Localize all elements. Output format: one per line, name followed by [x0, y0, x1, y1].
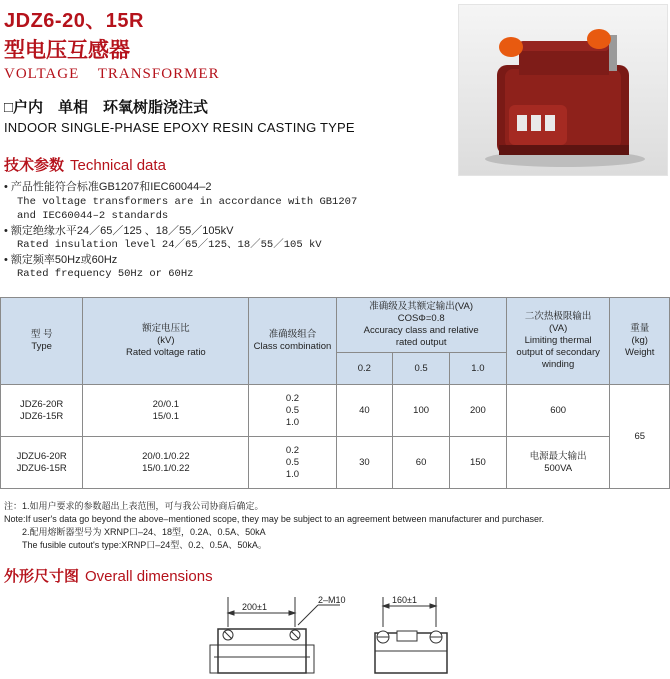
list-item-cn: • 额定频率50Hz或60Hz: [4, 253, 118, 266]
limit-line: 500VA: [544, 462, 573, 474]
cell-type: [1, 385, 83, 437]
dim-m10-label: 2–M10: [318, 595, 346, 605]
header-limit-en: winding: [542, 359, 575, 370]
header-limit-en: output of secondary: [516, 347, 600, 358]
header-limit: [506, 298, 610, 385]
spec-table: [0, 297, 670, 489]
ratio-line: 20/0.1/0.22: [142, 450, 190, 462]
cell-comb: [249, 437, 336, 489]
header-class-comb-en: Class combination: [253, 341, 332, 352]
cell-acc: 150: [450, 437, 507, 489]
product-name-en: VOLTAGE TRANSFORMER: [4, 66, 220, 82]
comb-line: 0.5: [285, 456, 300, 468]
technical-data-list: [4, 180, 357, 282]
cell-acc: 30: [336, 437, 393, 489]
dimension-drawing: [150, 593, 530, 679]
ratio-line: 15/0.1: [152, 410, 180, 422]
comb-line: 1.0: [285, 468, 300, 480]
header-acc-col: 0.2: [336, 353, 393, 385]
header-accuracy-en: Accuracy class and relative: [363, 325, 479, 336]
cell-limit: [506, 437, 610, 489]
cell-acc: 40: [336, 385, 393, 437]
note-2-en: The fusible cutout's type:XRNP口–24型、0.2、0.5A、50kA。: [22, 540, 267, 550]
cell-acc: 60: [393, 437, 450, 489]
overall-title-en: Overall dimensions: [85, 568, 213, 585]
transformer-illustration: [459, 5, 667, 175]
notes: [4, 500, 544, 552]
overall-title-cn: 外形尺寸图: [4, 568, 80, 585]
cell-acc: 100: [393, 385, 450, 437]
note-1-en: Note:If user's data go beyond the above–mentioned scope, they may be subject to an agreement between manufacturer and purchaser.: [4, 514, 545, 524]
product-model: JDZ6-20、15R: [4, 10, 145, 32]
comb-line: 0.5: [285, 404, 300, 416]
header-ratio: [83, 298, 249, 385]
list-item-en: Rated frequency 50Hz or 60Hz: [17, 268, 194, 280]
cell-type: [1, 437, 83, 489]
header-limit-unit: (VA): [549, 323, 568, 334]
header-class-comb: [249, 298, 336, 385]
ratio-line: 15/0.1/0.22: [142, 462, 190, 474]
header-acc-col: 1.0: [450, 353, 507, 385]
header-ratio-cn: 额定电压比: [142, 323, 190, 334]
product-photo: [458, 4, 668, 176]
technical-data-heading: [4, 154, 166, 175]
header-ratio-en: Rated voltage ratio: [125, 347, 206, 358]
limit-line: 电源最大输出: [529, 450, 587, 462]
cell-limit: [506, 385, 610, 437]
header-weight-en: Weight: [625, 347, 655, 358]
header-type-en: Type: [31, 341, 52, 352]
header-limit-cn: 二次热极限输出: [524, 311, 592, 322]
comb-line: 1.0: [285, 416, 300, 428]
header-type-cn: 型 号: [30, 329, 53, 340]
table-row: [1, 385, 670, 437]
header-weight: [610, 298, 670, 385]
dim-200-label: 200±1: [242, 602, 267, 612]
comb-line: 0.2: [285, 392, 300, 404]
list-item-cn: • 额定绝缘水平24／65／125 、18／55／105kV: [4, 224, 234, 237]
header-class-comb-cn: 准确级组合: [268, 329, 317, 340]
cell-comb: [249, 385, 336, 437]
comb-line: 0.2: [285, 444, 300, 456]
type-line: JDZ6-15R: [20, 410, 64, 422]
list-item-en: The voltage transformers are in accordance with GB1207: [17, 195, 358, 208]
header-limit-en: Limiting thermal: [524, 335, 592, 346]
technical-data-title-en: Technical data: [70, 157, 166, 174]
header-weight-unit: (kg): [631, 335, 648, 346]
header-accuracy: [336, 298, 506, 353]
note-1-cn: 注：1.如用户要求的参数超出上表范围，可与我公司协商后确定。: [4, 501, 264, 511]
list-item-en: and IEC60044–2 standards: [17, 210, 169, 222]
product-type-en: INDOOR SINGLE-PHASE EPOXY RESIN CASTING TYPE: [4, 120, 355, 135]
list-item-en: Rated insulation level 24／65／125、18／55／105 kV: [17, 239, 322, 251]
product-name-cn: 型电压互感器: [4, 39, 130, 62]
dimension-drawing-svg: [150, 593, 530, 674]
type-line: JDZ6-20R: [20, 398, 64, 410]
cell-ratio: [83, 385, 249, 437]
technical-data-title-cn: 技术参数: [4, 157, 65, 174]
dim-160-label: 160±1: [392, 595, 417, 605]
cell-acc: 200: [450, 385, 507, 437]
header-type: [1, 298, 83, 385]
overall-dimensions-heading: [4, 565, 213, 586]
product-type-cn: □户内 单相 环氧树脂浇注式: [4, 99, 209, 116]
table-row: [1, 437, 670, 489]
ratio-line: 20/0.1: [152, 398, 180, 410]
header-acc-col: 0.5: [393, 353, 450, 385]
header-accuracy-cn: 准确级及其额定输出(VA): [369, 301, 474, 312]
header-accuracy-en: rated output: [395, 337, 447, 348]
type-line: JDZU6-20R: [16, 450, 67, 462]
header-ratio-unit: (kV): [157, 335, 175, 346]
header-weight-cn: 重量: [630, 323, 650, 334]
cell-weight: 65: [610, 385, 670, 489]
list-item-cn: • 产品性能符合标准GB1207和IEC60044–2: [4, 181, 212, 193]
limit-line: 600: [550, 404, 567, 416]
type-line: JDZU6-15R: [16, 462, 67, 474]
cell-ratio: [83, 437, 249, 489]
header-accuracy-cos: COSΦ=0.8: [397, 313, 445, 324]
note-2-cn: 2.配用熔断器型号为 XRNP口–24、18型，0.2A、0.5A、50kA: [22, 527, 266, 537]
